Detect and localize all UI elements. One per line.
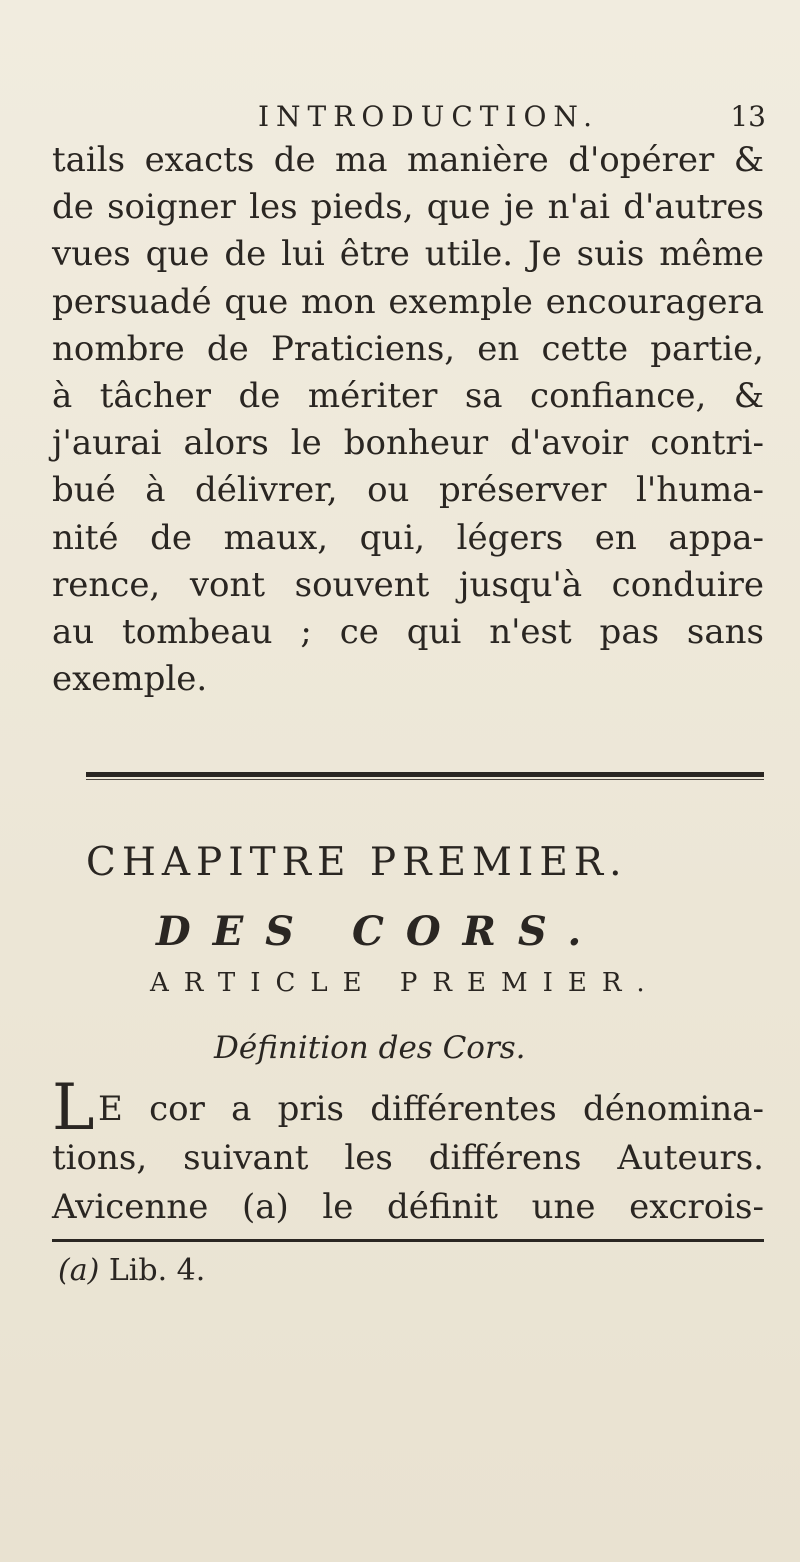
text-line: tails exacts de ma manière d'opérer & xyxy=(52,140,764,180)
text-line: rence, vont souvent jusqu'à conduire xyxy=(52,564,764,605)
text-line: à tâcher de mériter sa confiance, & xyxy=(52,375,764,416)
text-line: au tombeau ; ce qui n'est pas sans xyxy=(52,611,764,652)
text-line: nombre de Praticiens, en cette partie, xyxy=(52,328,764,369)
text-line: exemple. xyxy=(52,659,208,700)
chapter-divider-rule xyxy=(86,772,764,777)
article-title: ARTICLE PREMIER. xyxy=(150,968,660,998)
text-line: bué à délivrer, ou préserver l'huma- xyxy=(52,470,764,511)
text-line: E cor a pris différentes dénomina- xyxy=(98,1089,764,1129)
text-line: nité de maux, qui, légers en appa- xyxy=(52,517,764,558)
running-head xyxy=(258,100,766,140)
footnote-rule xyxy=(52,1239,764,1242)
footnote-marker: (a) xyxy=(58,1253,100,1288)
chapter-divider-rule-thin xyxy=(86,779,764,780)
text-line: Avicenne (a) le définit une excrois- xyxy=(52,1187,764,1227)
article-subtitle: Définition des Cors. xyxy=(214,1030,526,1066)
running-head-title: INTRODUCTION. xyxy=(258,100,600,133)
text-line: tions, suivant les différens Auteurs. xyxy=(52,1138,764,1178)
paragraph-definition xyxy=(52,1085,764,1232)
text-line: vues que de lui être utile. Je suis même xyxy=(52,234,764,275)
chapter-title: CHAPITRE PREMIER. xyxy=(86,840,628,885)
drop-cap: L xyxy=(52,1071,95,1145)
footnote-text: Lib. 4. xyxy=(108,1253,206,1288)
section-title: DES CORS. xyxy=(156,908,604,955)
text-line: de soigner les pieds, que je n'ai d'autres xyxy=(52,187,764,228)
page-number: 13 xyxy=(730,100,766,133)
footnote xyxy=(58,1253,205,1288)
paragraph-introduction xyxy=(52,137,764,703)
text-line: j'aurai alors le bonheur d'avoir contri- xyxy=(52,423,764,464)
text-line: persuadé que mon exemple encouragera xyxy=(52,281,764,322)
